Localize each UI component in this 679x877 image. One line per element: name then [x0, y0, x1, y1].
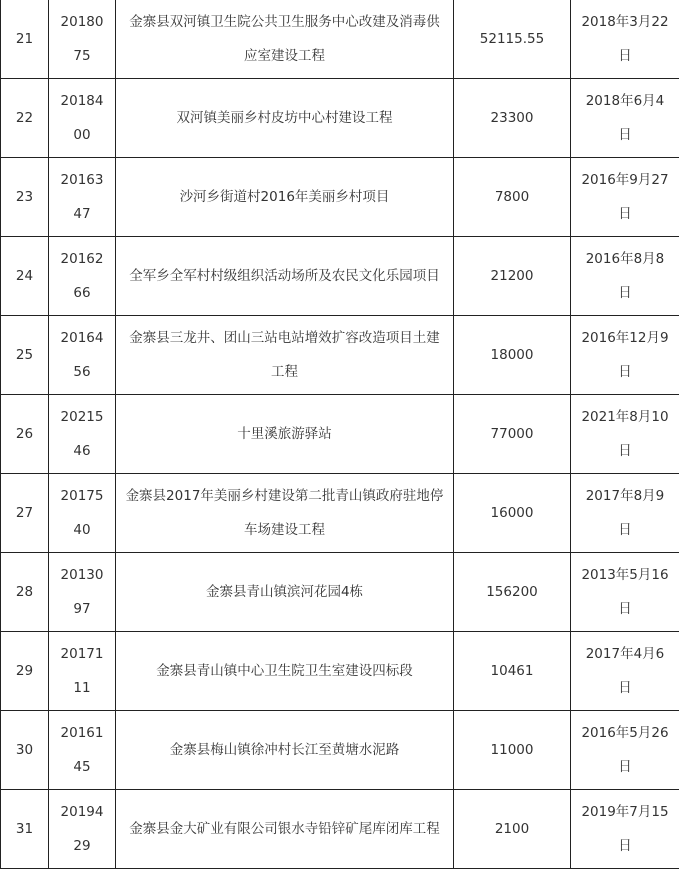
- project-name-cell: 金寨县青山镇中心卫生院卫生室建设四标段: [116, 632, 454, 711]
- date-cell: 2019年7月15日: [571, 790, 679, 869]
- table-row: [1, 474, 679, 553]
- date-cell: 2016年12月9日: [571, 316, 679, 395]
- amount-cell: 23300: [454, 79, 571, 158]
- project-name-cell: 沙河乡街道村2016年美丽乡村项目: [116, 158, 454, 237]
- project-code-cell: 2016347: [49, 158, 116, 237]
- amount-cell: 2100: [454, 790, 571, 869]
- table-row: [1, 237, 679, 316]
- project-code-cell: 2013097: [49, 553, 116, 632]
- date-cell: 2017年8月9日: [571, 474, 679, 553]
- project-code-cell: 2019429: [49, 790, 116, 869]
- amount-cell: 18000: [454, 316, 571, 395]
- project-code-cell: 2016266: [49, 237, 116, 316]
- amount-cell: 10461: [454, 632, 571, 711]
- row-index-cell: 24: [1, 237, 49, 316]
- project-code-cell: 2021546: [49, 395, 116, 474]
- row-index-cell: 26: [1, 395, 49, 474]
- project-name-cell: 双河镇美丽乡村皮坊中心村建设工程: [116, 79, 454, 158]
- row-index-cell: 25: [1, 316, 49, 395]
- project-name-cell: 金寨县双河镇卫生院公共卫生服务中心改建及消毒供应室建设工程: [116, 0, 454, 79]
- date-cell: 2017年4月6日: [571, 632, 679, 711]
- date-cell: 2018年6月4日: [571, 79, 679, 158]
- amount-cell: 11000: [454, 711, 571, 790]
- date-cell: 2016年5月26日: [571, 711, 679, 790]
- table-row: [1, 553, 679, 632]
- project-code-cell: 2018400: [49, 79, 116, 158]
- table-row: [1, 711, 679, 790]
- date-cell: 2016年8月8日: [571, 237, 679, 316]
- row-index-cell: 23: [1, 158, 49, 237]
- date-cell: 2013年5月16日: [571, 553, 679, 632]
- project-table-body: [1, 0, 679, 869]
- project-name-cell: 金寨县2017年美丽乡村建设第二批青山镇政府驻地停车场建设工程: [116, 474, 454, 553]
- project-name-cell: 金寨县梅山镇徐冲村长江至黄塘水泥路: [116, 711, 454, 790]
- project-name-cell: 金寨县青山镇滨河花园4栋: [116, 553, 454, 632]
- table-row: [1, 632, 679, 711]
- amount-cell: 16000: [454, 474, 571, 553]
- project-name-cell: 金寨县金大矿业有限公司银水寺铅锌矿尾库闭库工程: [116, 790, 454, 869]
- amount-cell: 156200: [454, 553, 571, 632]
- row-index-cell: 27: [1, 474, 49, 553]
- row-index-cell: 22: [1, 79, 49, 158]
- amount-cell: 7800: [454, 158, 571, 237]
- project-code-cell: 2016456: [49, 316, 116, 395]
- row-index-cell: 31: [1, 790, 49, 869]
- table-row: [1, 316, 679, 395]
- date-cell: 2018年3月22日: [571, 0, 679, 79]
- amount-cell: 52115.55: [454, 0, 571, 79]
- project-code-cell: 2017540: [49, 474, 116, 553]
- row-index-cell: 30: [1, 711, 49, 790]
- table-row: [1, 158, 679, 237]
- date-cell: 2021年8月10日: [571, 395, 679, 474]
- table-row: [1, 790, 679, 869]
- row-index-cell: 21: [1, 0, 49, 79]
- amount-cell: 21200: [454, 237, 571, 316]
- row-index-cell: 28: [1, 553, 49, 632]
- table-row: [1, 79, 679, 158]
- table-row: [1, 395, 679, 474]
- date-cell: 2016年9月27日: [571, 158, 679, 237]
- project-code-cell: 2016145: [49, 711, 116, 790]
- table-row: [1, 0, 679, 79]
- project-code-cell: 2017111: [49, 632, 116, 711]
- project-name-cell: 全军乡全军村村级组织活动场所及农民文化乐园项目: [116, 237, 454, 316]
- project-name-cell: 金寨县三龙井、团山三站电站增效扩容改造项目土建工程: [116, 316, 454, 395]
- project-code-cell: 2018075: [49, 0, 116, 79]
- row-index-cell: 29: [1, 632, 49, 711]
- amount-cell: 77000: [454, 395, 571, 474]
- project-name-cell: 十里溪旅游驿站: [116, 395, 454, 474]
